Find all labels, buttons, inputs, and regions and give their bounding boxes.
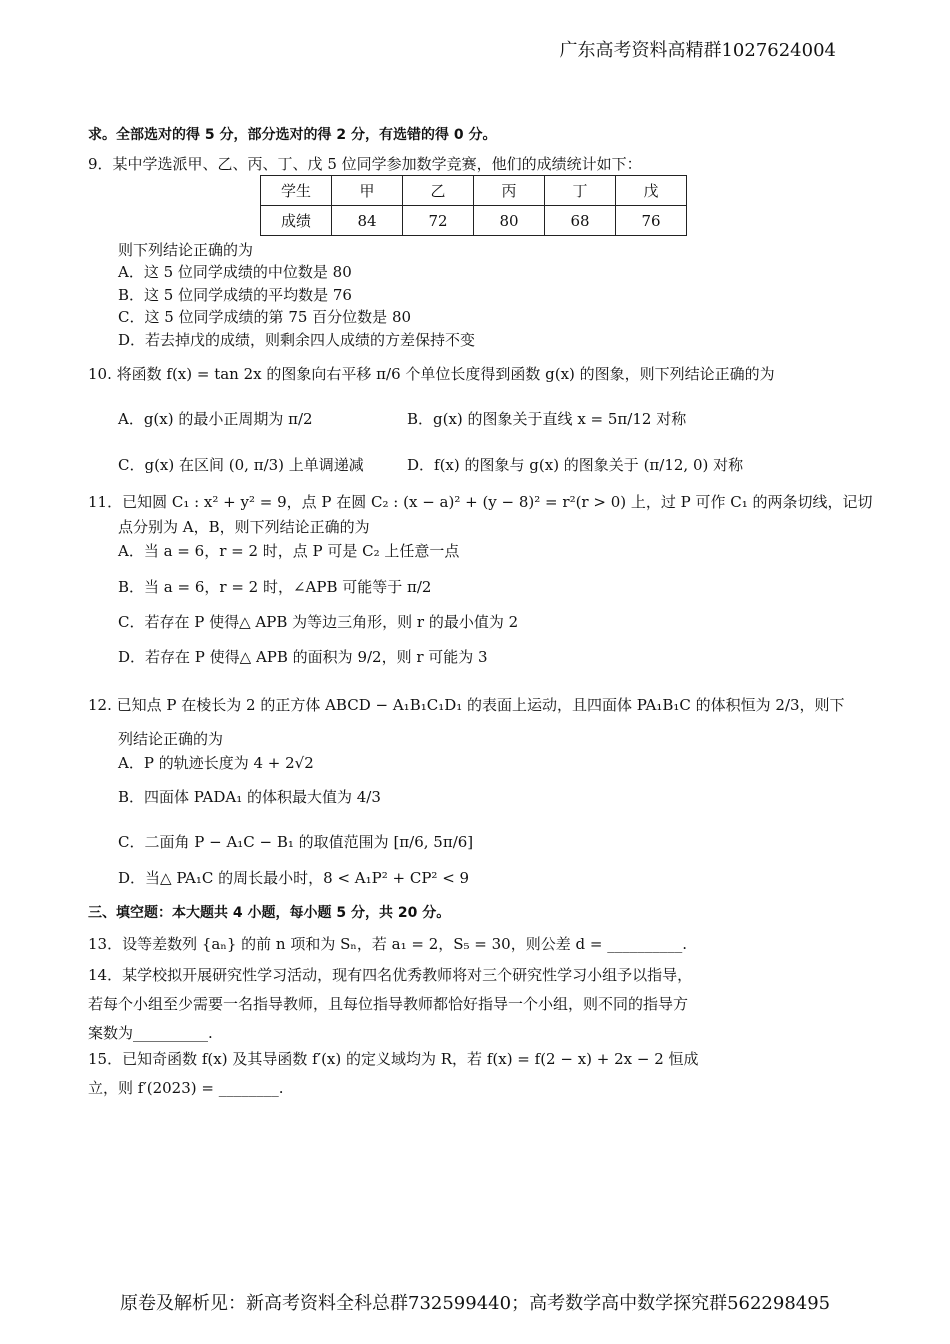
table-cell: 丙 (474, 176, 545, 206)
q10-option-c: C．g(x) 在区间 (0, π/3) 上单调递减 (118, 456, 364, 474)
table-header-row (261, 176, 687, 206)
q11-option-b: B．当 a = 6，r = 2 时，∠APB 可能等于 π/2 (118, 578, 432, 596)
table-cell: 68 (545, 206, 616, 236)
q11-option-c: C．若存在 P 使得△ APB 为等边三角形，则 r 的最小值为 2 (118, 613, 519, 631)
q14-line3: 案数为__________. (88, 1024, 213, 1042)
q12-option-d: D．当△ PA₁C 的周长最小时，8 < A₁P² + CP² < 9 (118, 869, 470, 887)
table-cell: 成绩 (261, 206, 332, 236)
q11-option-d: D．若存在 P 使得△ APB 的面积为 9/2，则 r 可能为 3 (118, 648, 488, 666)
q15-line2: 立，则 f′(2023) = ________. (88, 1079, 284, 1097)
table-cell: 戊 (616, 176, 687, 206)
q10-option-b: B．g(x) 的图象关于直线 x = 5π/12 对称 (407, 410, 687, 428)
score-table (260, 175, 687, 236)
section-intro: 求。全部选对的得 5 分，部分选对的得 2 分，有选错的得 0 分。 (88, 127, 497, 143)
q15-line1: 15．已知奇函数 f(x) 及其导函数 f′(x) 的定义域均为 R，若 f(x) = f(2 − x) + 2x − 2 恒成 (88, 1050, 699, 1068)
section-3-heading: 三、填空题：本大题共 4 小题，每小题 5 分，共 20 分。 (88, 905, 451, 921)
q10-stem: 10. 将函数 f(x) = tan 2x 的图象向右平移 π/6 个单位长度得到函数 g(x) 的图象，则下列结论正确的为 (88, 365, 775, 383)
table-cell: 76 (616, 206, 687, 236)
q14-line2: 若每个小组至少需要一名指导教师，且每位指导教师都恰好指导一个小组，则不同的指导方 (88, 995, 689, 1013)
q10-option-a: A．g(x) 的最小正周期为 π/2 (118, 410, 313, 428)
q10-option-d: D．f(x) 的图象与 g(x) 的图象关于 (π/12, 0) 对称 (407, 456, 744, 474)
q12-option-c: C．二面角 P − A₁C − B₁ 的取值范围为 [π/6, 5π/6] (118, 833, 474, 851)
table-cell: 80 (474, 206, 545, 236)
q9-stem: 9．某中学选派甲、乙、丙、丁、戊 5 位同学参加数学竞赛，他们的成绩统计如下： (88, 155, 642, 173)
q9-option-c: C．这 5 位同学成绩的第 75 百分位数是 80 (118, 308, 412, 326)
q12-option-b: B．四面体 PADA₁ 的体积最大值为 4/3 (118, 788, 381, 806)
q14-line1: 14．某学校拟开展研究性学习活动，现有四名优秀教师将对三个研究性学习小组予以指导， (88, 966, 693, 984)
q9-prompt: 则下列结论正确的为 (118, 241, 254, 259)
page-footer: 原卷及解析见：新高考资料全科总群732599440；高考数学高中数学探究群562298495 (120, 1293, 831, 1314)
q9-option-b: B．这 5 位同学成绩的平均数是 76 (118, 286, 352, 304)
table-row (261, 206, 687, 236)
table-cell: 丁 (545, 176, 616, 206)
q12-option-a: A．P 的轨迹长度为 4 + 2√2 (118, 754, 314, 772)
q12-stem-line2: 列结论正确的为 (118, 730, 224, 748)
q9-option-a: A．这 5 位同学成绩的中位数是 80 (118, 263, 352, 281)
table-cell: 乙 (403, 176, 474, 206)
table-cell: 84 (332, 206, 403, 236)
table-cell: 72 (403, 206, 474, 236)
q11-option-a: A．当 a = 6，r = 2 时，点 P 可是 C₂ 上任意一点 (118, 542, 460, 560)
page-header: 广东高考资料高精群1027624004 (559, 40, 836, 61)
q9-option-d: D．若去掉戊的成绩，则剩余四人成绩的方差保持不变 (118, 331, 476, 349)
q13-text: 13．设等差数列 {aₙ} 的前 n 项和为 Sₙ，若 a₁ = 2，S₅ = 30，则公差 d = __________. (88, 935, 687, 953)
q11-stem-line2: 点分别为 A，B，则下列结论正确的为 (118, 518, 370, 536)
q12-stem-line1: 12. 已知点 P 在棱长为 2 的正方体 ABCD − A₁B₁C₁D₁ 的表面上运动，且四面体 PA₁B₁C 的体积恒为 2/3，则下 (88, 696, 845, 714)
table-cell: 学生 (261, 176, 332, 206)
q11-stem-line1: 11．已知圆 C₁ : x² + y² = 9，点 P 在圆 C₂ : (x − a)² + (y − 8)² = r²(r > 0) 上，过 P 可作 C₁ 的两条切线，记切 (88, 493, 873, 511)
table-cell: 甲 (332, 176, 403, 206)
